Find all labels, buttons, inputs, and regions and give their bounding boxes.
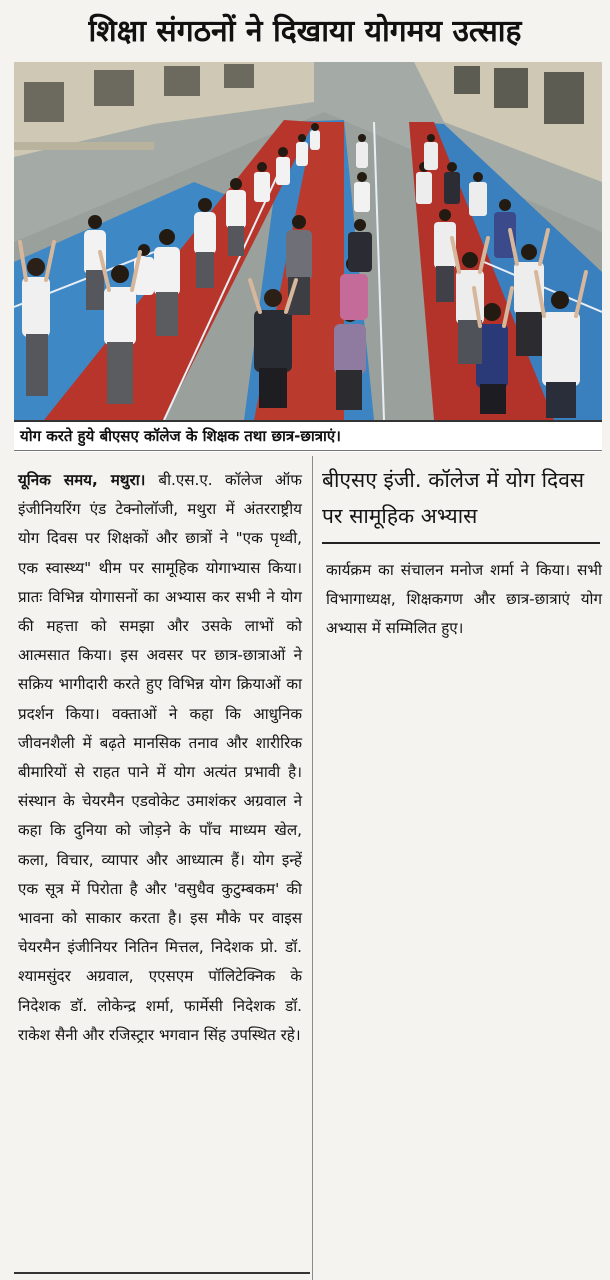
photo-caption: योग करते हुये बीएसए कॉलेज के शिक्षक तथा छात्र-छात्राएं। <box>20 427 341 445</box>
bottom-divider <box>14 1272 310 1274</box>
caption-divider <box>14 450 602 451</box>
left-article-body <box>18 466 302 1050</box>
headline: शिक्षा संगठनों ने दिखाया योगमय उत्साह <box>88 13 522 49</box>
right-article-headline: बीएसए इंजी. कॉलेज में योग दिवस पर सामूहिक अभ्यास <box>322 468 585 528</box>
photo-caption-strip <box>14 420 602 452</box>
article-body-text: बी.एस.ए. कॉलेज ऑफ इंजीनियरिंग एंड टेक्नोलॉजी, मथुरा में अंतरराष्ट्रीय योग दिवस पर शिक्षकों और छात्रों ने "एक पृथ्वी, एक स्वास्थ्य" थीम पर सामूहिक योगाभ्यास किया। प्रातः विभिन्न योगासनों का अभ्यास कर सभी ने योग की महत्ता को समझा और उसके लाभों को आत्मसात किया। इस अवसर पर छात्र-छात्राओं ने सक्रिय भागीदारी करते हुए विभिन्न योग क्रियाओं का प्रदर्शन किया। वक्ताओं ने कहा कि आधुनिक जीवनशैली में बढ़ते मानसिक तनाव और शारीरिक बीमारियों से राहत पाने में योग अत्यंत प्रभावी है। संस्थान के चेयरमैन एडवोकेट उमाशंकर अग्रवाल ने कहा कि दुनिया को जोड़ने के पाँच माध्यम खेल, कला, विचार, व्यापार और आध्यात्म हैं। योग इन्हें एक सूत्र में पिरोता है और 'वसुधैव कुटुम्बकम' की भावना को साकार करता है। इस मौके पर वाइस चेयरमैन इंजीनियर नितिन मित्तल, निदेशक प्रो. डॉ. श्यामसुंदर अग्रवाल, एएसएम पॉलिटेक्निक के निदेशक डॉ. लोकेन्द्र शर्मा, फार्मेसी निदेशक डॉ. राकेश सैनी और रजिस्ट्रार भगवान सिंह उपस्थित रहे। <box>18 471 302 1044</box>
column-divider <box>312 456 313 1280</box>
yoga-photo <box>14 62 602 420</box>
right-article-body: कार्यक्रम का संचालन मनोज शर्मा ने किया। सभी विभागाध्यक्ष, शिक्षकगण और छात्र-छात्राएं योग अभ्यास में सम्मिलित हुए। <box>326 561 602 638</box>
right-headline-rule <box>322 542 600 544</box>
article-dateline: यूनिक समय, मथुरा। <box>18 471 159 489</box>
